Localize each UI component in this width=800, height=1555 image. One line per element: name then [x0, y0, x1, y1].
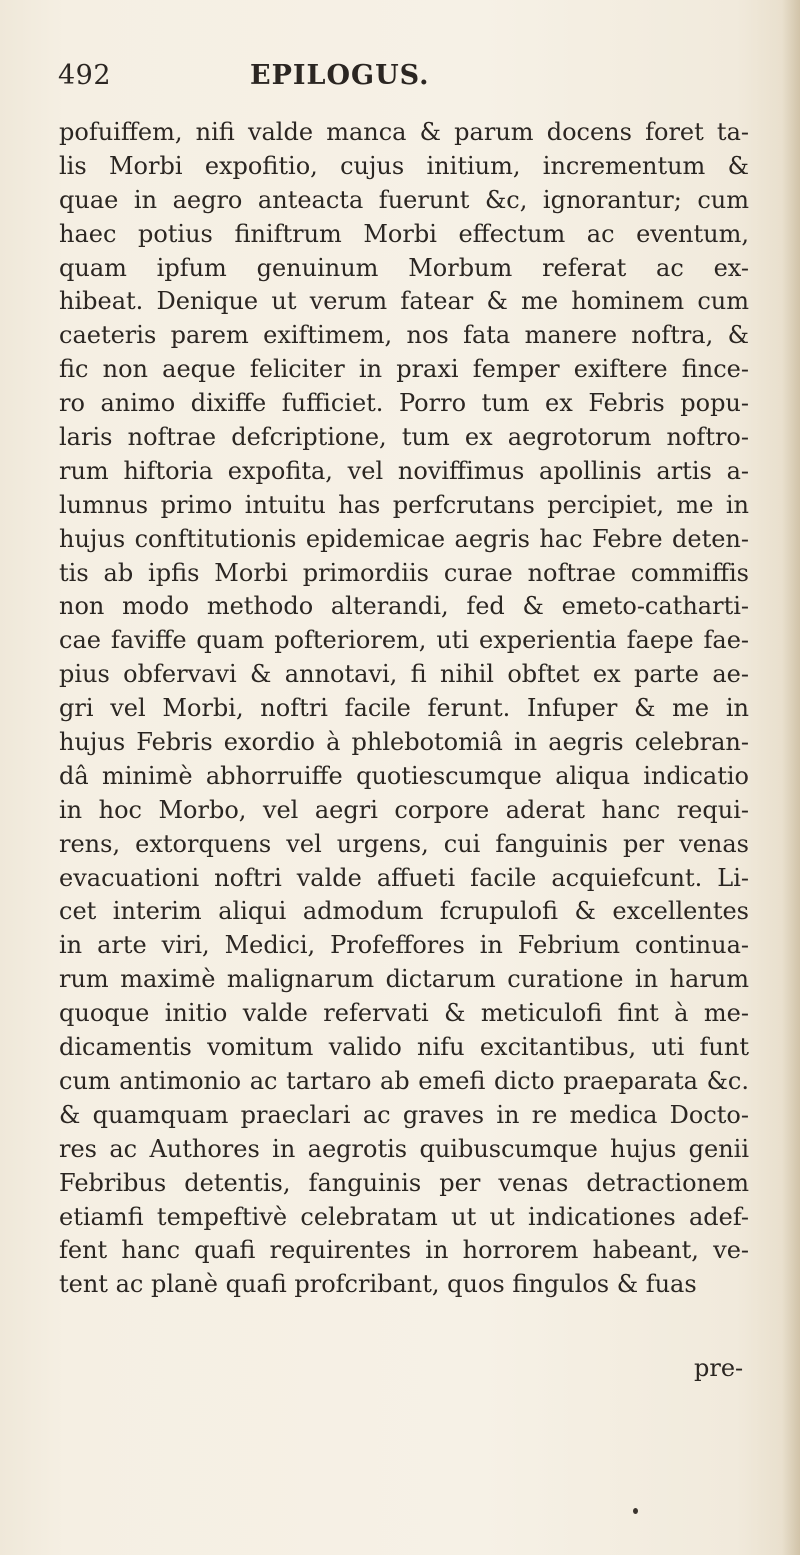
- text-line: haec potius finiftrum Morbi effectum ac eventum,: [59, 219, 749, 248]
- text-line: gri vel Morbi, noftri facile ferunt. Infuper & me in: [59, 694, 749, 723]
- text-line: fent hanc quafi requirentes in horrorem habeant, ve-: [59, 1236, 749, 1265]
- page-title: EPILOGUS.: [250, 60, 430, 91]
- ink-speck: [633, 1508, 638, 1514]
- text-line: rum maximè malignarum dictarum curatione in harum: [59, 965, 749, 994]
- text-line: Febribus detentis, fanguinis per venas detractionem: [59, 1168, 749, 1197]
- text-line: non modo methodo alterandi, fed & emeto-catharti-: [59, 592, 749, 621]
- text-line: tis ab ipfis Morbi primordiis curae noftrae commiffis: [59, 558, 749, 587]
- text-line: lumnus primo intuitu has perfcrutans percipiet, me in: [59, 490, 749, 519]
- text-line: cet interim aliqui admodum fcrupulofi & excellentes: [59, 897, 749, 926]
- text-line: fic non aeque feliciter in praxi femper exiftere fince-: [59, 355, 749, 384]
- text-line: laris noftrae defcriptione, tum ex aegrotorum noftro-: [59, 423, 749, 452]
- text-line: hujus conftitutionis epidemicae aegris hac Febre deten-: [59, 524, 749, 553]
- text-line: cum antimonio ac tartaro ab emefi dicto praeparata &c.: [59, 1066, 749, 1095]
- text-line: quoque initio valde refervati & meticulofi fint à me-: [59, 999, 749, 1028]
- page-number: 492: [58, 60, 112, 91]
- text-line: hibeat. Denique ut verum fatear & me hominem cum: [59, 287, 749, 316]
- text-line: caeteris parem exiftimem, nos fata manere noftra, &: [59, 321, 749, 350]
- text-line: pofuiffem, nifi valde manca & parum docens foret ta-: [59, 118, 749, 146]
- page-edge-shadow: [782, 0, 800, 1555]
- text-line: ro animo dixiffe fufficiet. Porro tum ex Febris popu-: [59, 389, 749, 418]
- text-line: in arte viri, Medici, Profeffores in Febrium continua-: [59, 931, 749, 960]
- text-line: dicamentis vomitum valido nifu excitantibus, uti funt: [59, 1033, 749, 1062]
- body-text: [59, 116, 749, 1302]
- running-head: [58, 60, 698, 100]
- text-line: dâ minimè abhorruiffe quotiescumque aliqua indicatio: [59, 761, 749, 790]
- text-line: quae in aegro anteacta fuerunt &c, ignorantur; cum: [59, 185, 749, 214]
- catchword: pre-: [694, 1354, 744, 1382]
- text-line: cae faviffe quam pofteriorem, uti experientia faepe fae-: [59, 626, 749, 655]
- text-line: hujus Febris exordio à phlebotomiâ in aegris celebran-: [59, 728, 749, 757]
- text-line: lis Morbi expofitio, cujus initium, incrementum &: [59, 151, 749, 180]
- text-line: res ac Authores in aegrotis quibuscumque hujus genii: [59, 1134, 749, 1163]
- text-line: rum hiftoria expofita, vel noviffimus apollinis artis a-: [59, 456, 749, 485]
- text-line: etiamfi tempeftivè celebratam ut ut indicationes adef-: [59, 1202, 749, 1231]
- text-line: & quamquam praeclari ac graves in re medica Docto-: [59, 1100, 749, 1129]
- text-line: evacuationi noftri valde affueti facile acquiefcunt. Li-: [59, 863, 749, 892]
- text-line: rens, extorquens vel urgens, cui fanguinis per venas: [59, 829, 749, 858]
- text-line: quam ipfum genuinum Morbum referat ac ex-: [59, 253, 749, 282]
- text-line: tent ac planè quafi profcribant, quos fingulos & fuas: [59, 1270, 697, 1299]
- text-line: in hoc Morbo, vel aegri corpore aderat hanc requi-: [59, 795, 749, 824]
- text-line: pius obfervavi & annotavi, fi nihil obftet ex parte ae-: [59, 660, 749, 689]
